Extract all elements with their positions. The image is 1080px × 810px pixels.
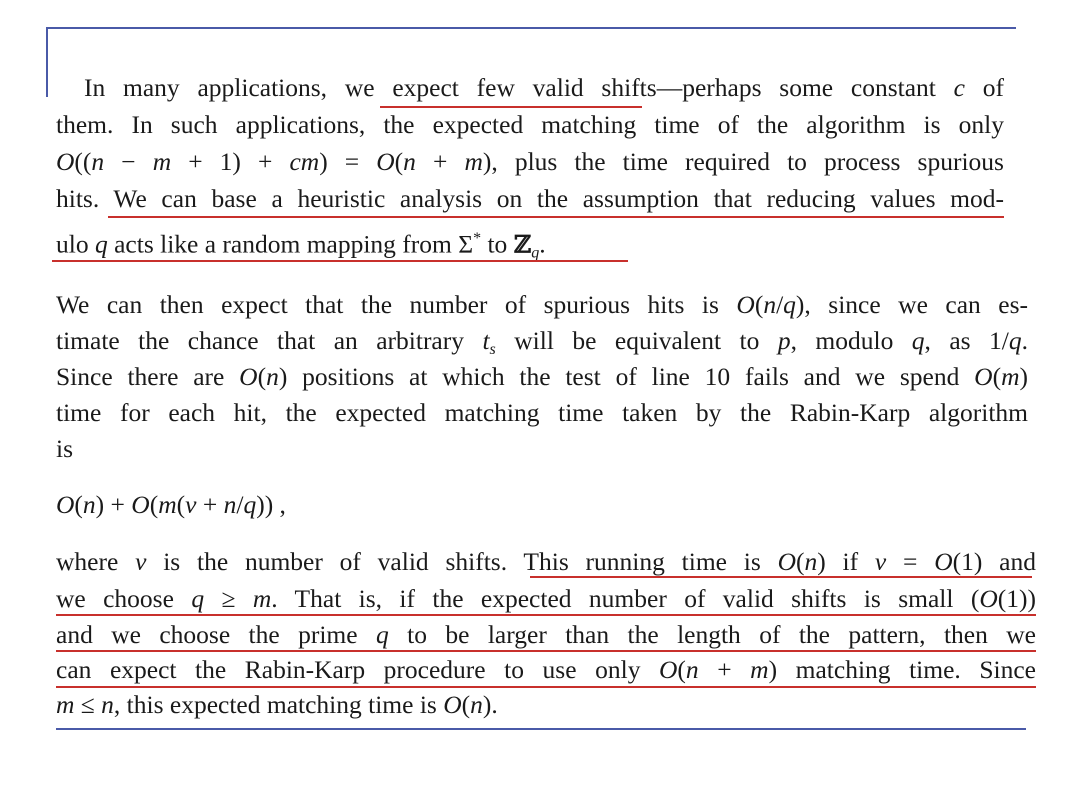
p3-line-3: and we choose the prime q to be larger than the length of the pattern, then we — [56, 620, 1036, 649]
p2-line-4: time for each hit, the expected matching time taken by the Rabin-Karp algorithm — [56, 398, 1028, 427]
highlight-underline — [56, 686, 1036, 688]
p2-line-5: is — [56, 434, 74, 463]
p3-line-1: where ν is the number of valid shifts. This running time is O(n) if ν = O(1) and — [56, 547, 1036, 576]
highlight-underline — [56, 650, 1036, 652]
p2-line-3: Since there are O(n) positions at which the test of line 10 fails and we spend O(m) — [56, 362, 1028, 391]
p1-line-2: them. In such applications, the expected matching time of the algorithm is only — [56, 110, 1004, 139]
p1-line-3: O((n − m + 1) + cm) = O(n + m), plus the time required to process spurious — [56, 147, 1004, 176]
p1-line-1: In many applications, we expect few valid shifts—perhaps some constant c of — [84, 73, 1004, 102]
slide-frame-top — [46, 27, 1016, 29]
p3-line-4: can expect the Rabin-Karp procedure to use only O(n + m) matching time. Since — [56, 655, 1036, 684]
highlight-underline — [108, 216, 1004, 218]
equation: O(n) + O(m(ν + n/q)) , — [56, 490, 286, 519]
p3-line-5: m ≤ n, this expected matching time is O(n). — [56, 690, 498, 719]
p3-line-2: we choose q ≥ m. That is, if the expected number of valid shifts is small (O(1)) — [56, 584, 1036, 613]
p1-line-5: ulo q acts like a random mapping from Σ* to ℤ$_q$. — [56, 229, 546, 262]
p1-line-4: hits. We can base a heuristic analysis on the assumption that reducing values mod- — [56, 184, 1004, 213]
highlight-underline — [56, 614, 1036, 616]
highlight-underline — [530, 576, 1032, 578]
slide-frame-left — [46, 27, 48, 97]
highlight-underline — [380, 106, 642, 108]
highlight-underline — [52, 260, 628, 262]
slide-frame-bottom — [56, 728, 1026, 730]
p2-line-2: timate the chance that an arbitrary $t_s$ will be equivalent to p, modulo q, as 1/q. — [56, 326, 1029, 358]
p2-line-1: We can then expect that the number of spurious hits is O(n/q), since we can es- — [56, 290, 1028, 319]
